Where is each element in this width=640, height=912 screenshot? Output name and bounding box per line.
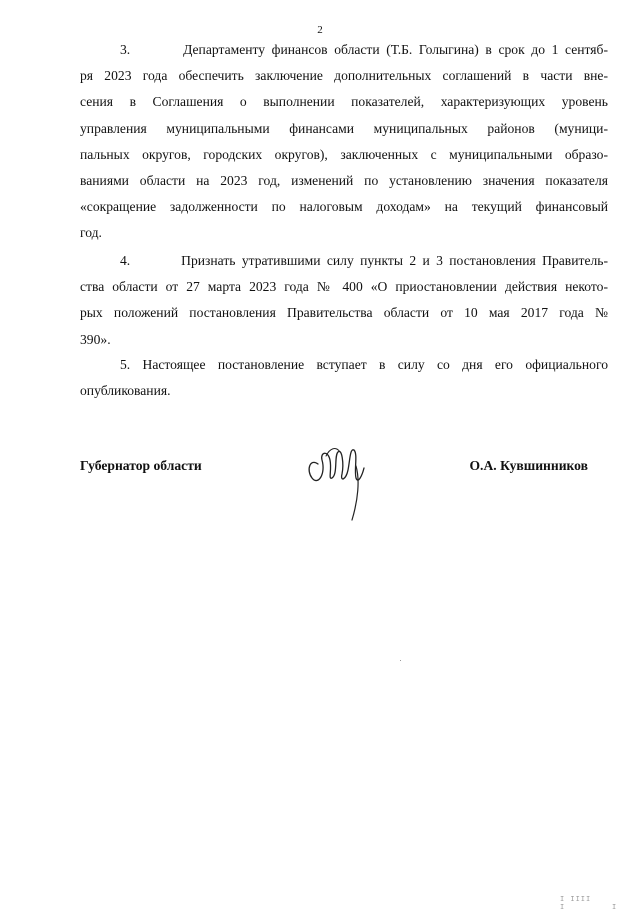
paragraph-line: 4. Признать утратившими силу пункты 2 и 3 постановления Правитель- <box>120 253 608 268</box>
paragraph-line: 5. Настоящее постановление вступает в силу со дня его официального <box>120 357 608 372</box>
paragraph-line: опубликования. <box>80 383 171 399</box>
signatory-title: Губернатор области <box>80 458 202 473</box>
scan-marks: I IIII I I <box>560 896 618 912</box>
paragraph-line: ря 2023 года обеспечить заключение дополнительных соглашений в части вне- <box>80 68 608 84</box>
paragraph-line: «сокращение задолженности по налоговым доходам» на текущий финансовый <box>80 199 608 215</box>
paragraph-line: пальных округов, городских округов), заключенных с муниципальными образо- <box>80 146 608 162</box>
paragraph-3 <box>80 37 608 247</box>
paragraph-line: ваниями области на 2023 год, изменений по установлению значения показателя <box>80 173 608 189</box>
signatory-name: О.А. Кувшинников <box>469 458 588 473</box>
paragraph-line: 3. Департаменту финансов области (Т.Б. Голыгина) в срок до 1 сентяб- <box>120 42 608 57</box>
paragraph-5 <box>80 352 608 404</box>
paragraph-4 <box>80 248 608 353</box>
paragraph-line: рых положений постановления Правительства области от 10 мая 2017 года № <box>80 305 608 321</box>
paragraph-line: ства области от 27 марта 2023 года № 400 «О приостановлении действия некото- <box>80 279 608 295</box>
page-number: 2 <box>317 24 323 36</box>
paragraph-line: 390». <box>80 331 111 347</box>
paragraph-line: сения в Соглашения о выполнении показателей, характеризующих уровень <box>80 94 608 110</box>
paragraph-line: управления муниципальными финансами муниципальных районов (муници- <box>80 120 608 136</box>
scan-speck <box>400 660 401 661</box>
paragraph-line: год. <box>80 225 102 241</box>
handwritten-signature <box>300 430 380 526</box>
